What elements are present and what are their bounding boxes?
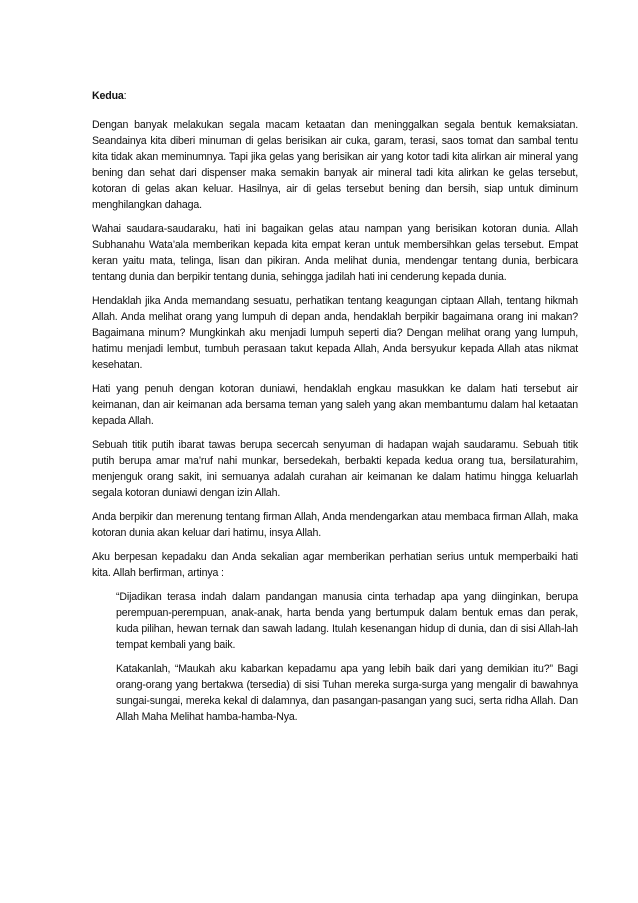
paragraph-6: Anda berpikir dan merenung tentang firman Allah, Anda mendengarkan atau membaca firman Allah, maka kotoran dunia akan keluar dari hatimu, insya Allah. [92,511,578,539]
section-heading [92,88,578,104]
paragraph-1: Dengan banyak melakukan segala macam ketaatan dan meninggalkan segala bentuk kemaksiatan. Seandainya kita diberi minuman di gelas berisikan air cuka, garam, terasi, saos tomat dan sambal tentu kita tidak akan meminumnya. Tapi jika gelas yang berisikan air yang kotor tadi kita alirkan air mineral yang bening dan sehat dari dispenser maka semakin banyak air mineral tadi kita alirkan ke gelas tersebut, kotoran di gelas akan keluar. Hasilnya, air di gelas tersebut bening dan bersih, siap untuk diminum menghilangkan dahaga. [92,119,578,211]
quote-paragraph-2: Katakanlah, “Maukah aku kabarkan kepadamu apa yang lebih baik dari yang demikian itu?” Bagi orang-orang yang bertakwa (tersedia) di sisi Tuhan mereka surga-surga yang mengalir di bawahnya sungai-sungai, mereka kekal di dalamnya, dan pasangan-pasangan yang suci, serta ridha Allah. Dan Allah Maha Melihat hamba-hamba-Nya. [116,663,578,723]
paragraph-4: Hati yang penuh dengan kotoran duniawi, hendaklah engkau masukkan ke dalam hati tersebut air keimanan, dan air keimanan ada bersama teman yang saleh yang akan membantumu dalam hal ketaatan kepada Allah. [92,383,578,427]
paragraph-3: Hendaklah jika Anda memandang sesuatu, perhatikan tentang keagungan ciptaan Allah, tentang hikmah Allah. Anda melihat orang yang lumpuh di depan anda, hendaklah berpikir bagaimana orang ini makan? Bagaimana minum? Mungkinkah aku menjadi lumpuh seperti dia? Dengan melihat orang yang lumpuh, hatimu menjadi lembut, tumbuh perasaan takut kepada Allah, Anda bersyukur kepada Allah atas nikmat kesehatan. [92,295,578,371]
heading-label: Kedua [92,90,124,102]
heading-colon: : [123,90,127,102]
quote-paragraph-1: “Dijadikan terasa indah dalam pandangan manusia cinta terhadap apa yang diinginkan, berupa perempuan-perempuan, anak-anak, harta benda yang bertumpuk dalam bentuk emas dan perak, kuda pilihan, hewan ternak dan sawah ladang. Itulah kesenangan hidup di dunia, dan di sisi Allah-lah tempat kembali yang baik. [116,591,578,651]
paragraph-7: Aku berpesan kepadaku dan Anda sekalian agar memberikan perhatian serius untuk memperbaiki hati kita. Allah berfirman, artinya : [92,551,578,579]
paragraph-2: Wahai saudara-saudaraku, hati ini bagaikan gelas atau nampan yang berisikan kotoran dunia. Allah Subhanahu Wata’ala memberikan kepada kita empat keran untuk membersihkan gelas tersebut. Empat keran yaitu mata, telinga, lisan dan pikiran. Anda melihat dunia, mendengar tentang dunia, berbicara tentang dunia dan berpikir tentang dunia, sehingga jadilah hati ini cenderung kepada dunia. [92,223,578,283]
document-page [92,88,578,733]
quoted-verse-block [116,589,578,725]
paragraph-5: Sebuah titik putih ibarat tawas berupa secercah senyuman di hadapan wajah saudaramu. Sebuah titik putih berupa amar ma’ruf nahi munkar, bersedekah, berbakti kepada kedua orang tua, bersilaturahim, menjenguk orang sakit, ini semuanya adalah curahan air keimanan ke dalam hatimu hingga keluarlah segala kotoran duniawi dengan izin Allah. [92,439,578,499]
